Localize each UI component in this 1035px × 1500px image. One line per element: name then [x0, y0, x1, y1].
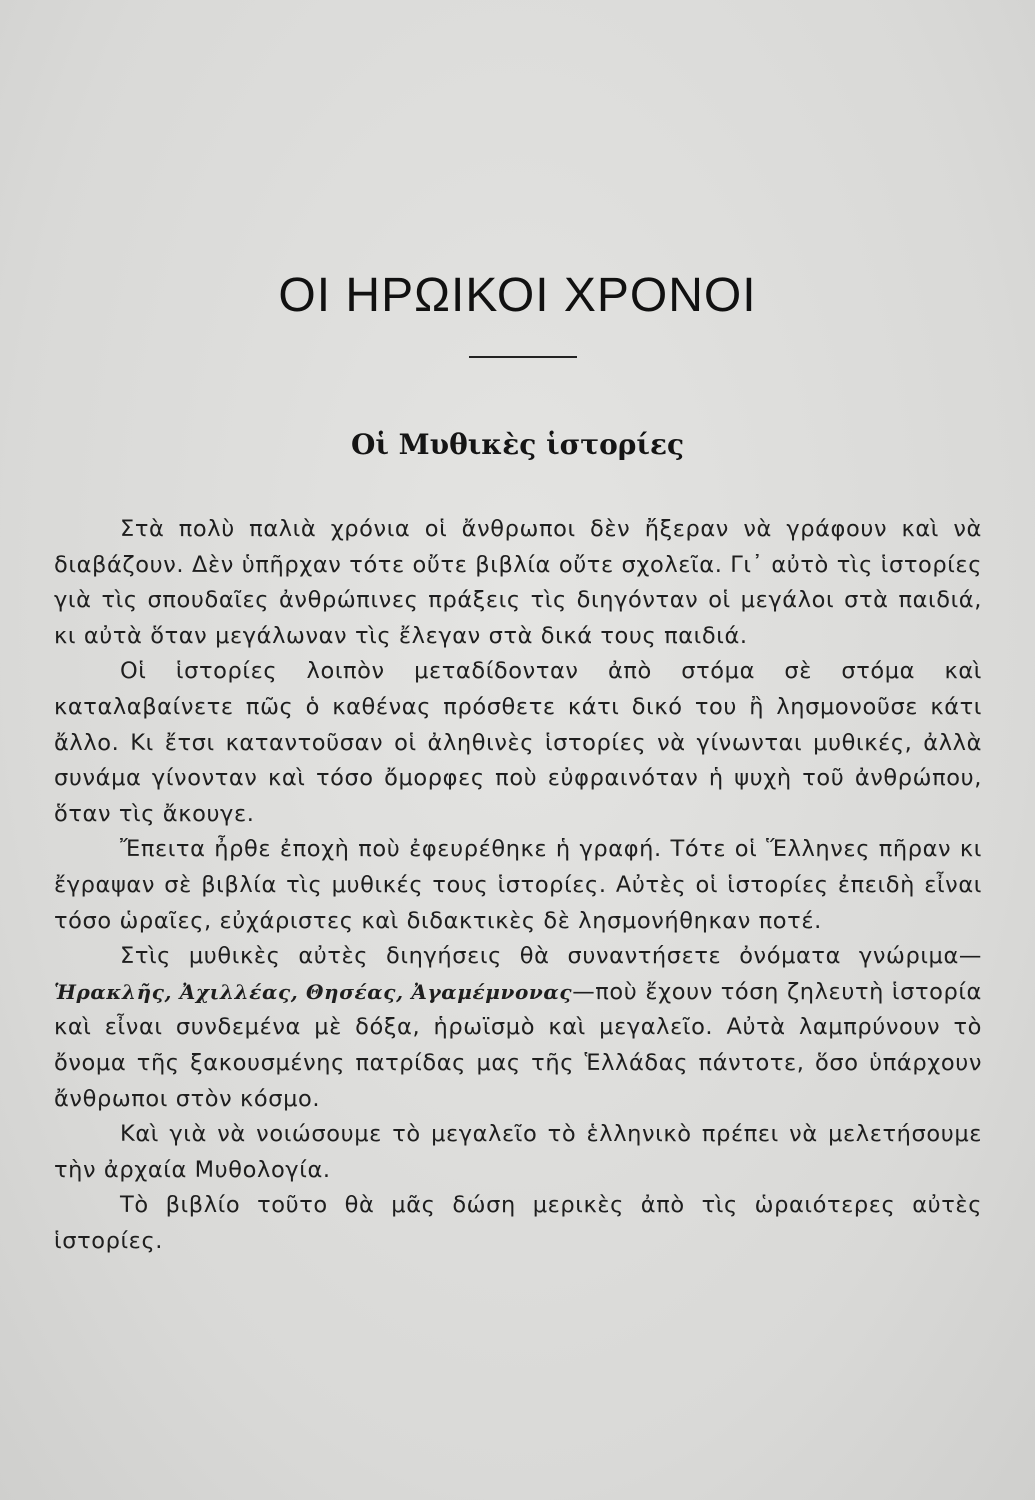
paragraph-4-rest: —ποὺ ἔχουν τόση ζηλευτὴ ἱστορία καὶ εἶναι συνδεμένα μὲ δόξα, ἡρωϊσμὸ καὶ μεγαλεῖο. Αὐτὰ λαμπρύνουν τὸ ὄνομα τῆς ξακουσμένης πατρίδας μας τῆς Ἑλλάδας πάντοτε, ὅσο ὑπάρχουν ἄνθρωποι στὸν κόσμο. [54, 978, 982, 1112]
section-subtitle: Οἱ Μυθικὲς ἱστορίες [350, 428, 685, 461]
paragraph-2: Οἱ ἱστορίες λοιπὸν μεταδίδονταν ἀπὸ στόμα σὲ στόμα καὶ καταλαβαίνετε πῶς ὁ καθένας πρόσθετε κάτι δικό του ἢ λησμονοῦσε κάτι ἄλλο. Κι ἔτσι καταντοῦσαν οἱ ἀληθινὲς ἱστορίες νὰ γίνωνται μυθικές, ἀλλὰ συνάμα γίνονταν καὶ τόσο ὄμορφες ποὺ εὐφραινόταν ἡ ψυχὴ τοῦ ἀνθρώπου, ὅταν τὶς ἄκουγε. [54, 658, 982, 827]
paragraph-5: Καὶ γιὰ νὰ νοιώσουμε τὸ μεγαλεῖο τὸ ἑλληνικὸ πρέπει νὰ μελετήσουμε τὴν ἀρχαία Μυθολογία. [54, 1121, 982, 1183]
paragraph-6: Τὸ βιβλίο τοῦτο θὰ μᾶς δώση μερικὲς ἀπὸ τὶς ὡραιότερες αὐτὲς ἱστορίες. [54, 1192, 982, 1254]
paragraph-3: Ἔπειτα ἦρθε ἐποχὴ ποὺ ἐφευρέθηκε ἡ γραφή. Τότε οἱ Ἕλληνες πῆραν κι ἔγραψαν σὲ βιβλία τὶς μυθικές τους ἱστορίες. Αὐτὲς οἱ ἱστορίες ἐπειδὴ εἶναι τόσο ὡραῖες, εὐχάριστες καὶ διδακτικὲς δὲ λησμονήθηκαν ποτέ. [54, 836, 982, 934]
paragraph-4-intro: Στὶς μυθικὲς αὐτὲς διηγήσεις θὰ συναντήσετε ὀνόματα γνώριμα— [120, 943, 982, 970]
hero-names: Ἡρακλῆς, Ἀχιλλέας, Θησέας, Ἀγαμέμνονας [54, 979, 573, 1004]
paragraph-4 [54, 939, 982, 1117]
title-divider [469, 356, 577, 358]
chapter-title: ΟΙ ΗΡΩΙΚΟΙ ΧΡΟΝΟΙ [278, 269, 757, 322]
paragraph-1: Στὰ πολὺ παλιὰ χρόνια οἱ ἄνθρωποι δὲν ἤξεραν νὰ γράφουν καὶ νὰ διαβάζουν. Δὲν ὑπῆρχαν τότε οὔτε βιβλία οὔτε σχολεῖα. Γι᾽ αὐτὸ τὶς ἱστορίες γιὰ τὶς σπουδαῖες ἀνθρώπινες πράξεις τὶς διηγόνταν οἱ μεγάλοι στὰ παιδιά, κι αὐτὰ ὅταν μεγάλωναν τὶς ἔλεγαν στὰ δικά τους παιδιά. [54, 516, 982, 649]
body-text [54, 512, 982, 1259]
